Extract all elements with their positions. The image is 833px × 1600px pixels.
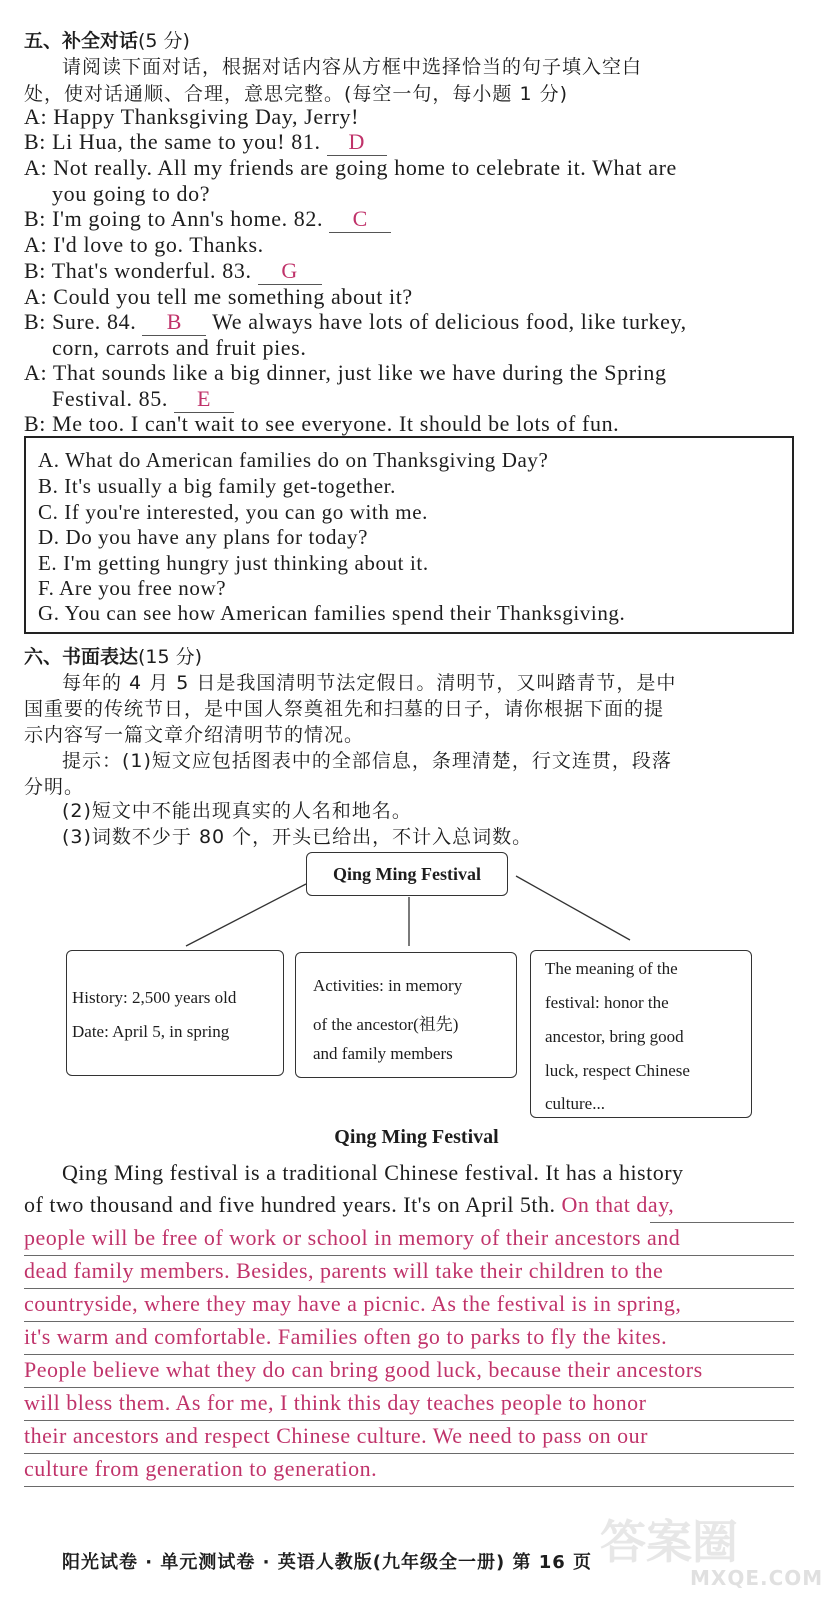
answer-81: D [327, 129, 387, 156]
diagram-box-text: Date: April 5, in spring [72, 1022, 230, 1041]
diagram-box-text: History: 2,500 years old [72, 988, 237, 1007]
section6-title: 六、书面表达 [24, 646, 139, 668]
writing-line [24, 1255, 794, 1256]
option-b: B. It's usually a big family get-together. [38, 474, 396, 498]
section5-score: (5 分) [138, 30, 190, 52]
tip-line: (3)词数不少于 80 个，开头已给出，不计入总词数。 [62, 826, 533, 848]
essay-given-text: of two thousand and five hundred years. It's on April 5th. [24, 1192, 556, 1217]
section5-instruction-line2: 处，使对话通顺、合理，意思完整。(每空一句，每小题 1 分) [24, 83, 568, 105]
diagram-center-node [306, 852, 508, 896]
diagram-center-label: Qing Ming Festival [333, 864, 481, 884]
diagram-box-text: of the ancestor(祖先) [313, 1015, 459, 1034]
writing-line [24, 1321, 794, 1322]
writing-line [24, 1354, 794, 1355]
section5-title: 五、补全对话 [24, 30, 139, 52]
diagram-box-text: The meaning of the [545, 959, 678, 978]
section6-score: (15 分) [138, 646, 203, 668]
essay-answer-line: dead family members. Besides, parents will take their children to the [24, 1258, 664, 1283]
prompt-line: 每年的 4 月 5 日是我国清明节法定假日。清明节，又叫踏青节，是中 [62, 672, 677, 694]
dialogue-line: A: Not really. All my friends are going home to celebrate it. What are [24, 155, 677, 180]
dialogue-line: A: I'd love to go. Thanks. [24, 232, 264, 257]
dialogue-line: A: That sounds like a big dinner, just like we have during the Spring [24, 360, 667, 385]
dialogue-text: Festival. 85. [52, 386, 168, 411]
dialogue-line: A: Happy Thanksgiving Day, Jerry! [24, 104, 360, 129]
dialogue-line: you going to do? [52, 181, 211, 206]
option-a: A. What do American families do on Thanksgiving Day? [38, 448, 549, 472]
option-c: C. If you're interested, you can go with me. [38, 500, 429, 524]
dialogue-text: B: Li Hua, the same to you! 81. [24, 129, 321, 154]
essay-answer-text: On that day, [561, 1192, 675, 1217]
answer-83: G [258, 258, 322, 285]
dialogue-line: corn, carrots and fruit pies. [52, 335, 307, 360]
diagram-box-meaning [530, 950, 752, 1118]
writing-line [650, 1222, 794, 1223]
essay-answer-line: People believe what they do can bring good luck, because their ancestors [24, 1357, 703, 1382]
option-g: G. You can see how American families spend their Thanksgiving. [38, 601, 626, 625]
writing-line [24, 1453, 794, 1454]
essay-answer-line: culture from generation to generation. [24, 1456, 378, 1481]
diagram-box-text: Activities: in memory [313, 976, 463, 995]
prompt-line: 国重要的传统节日，是中国人祭奠祖先和扫墓的日子，请你根据下面的提 [24, 698, 665, 720]
essay-given-line: Qing Ming festival is a traditional Chinese festival. It has a history [62, 1160, 684, 1185]
dialogue-text: B: That's wonderful. 83. [24, 258, 252, 283]
answer-84: B [142, 309, 206, 336]
diagram-box-text: luck, respect Chinese [545, 1061, 690, 1080]
watermark-logo: 答案圈 [600, 1515, 738, 1569]
dialogue-text: B: Sure. 84. [24, 309, 137, 334]
tip-line: 提示：(1)短文应包括图表中的全部信息，条理清楚，行文连贯，段落 [62, 750, 672, 772]
diagram-box-history [66, 950, 284, 1076]
answer-85: E [174, 386, 234, 413]
essay-answer-line: their ancestors and respect Chinese culture. We need to pass on our [24, 1423, 648, 1448]
diagram-box-text: culture... [545, 1094, 605, 1113]
dialogue-line: B: Me too. I can't wait to see everyone. It should be lots of fun. [24, 411, 620, 436]
essay-title: Qing Ming Festival [334, 1126, 499, 1148]
essay-line [24, 1192, 674, 1218]
tip-line: (2)短文中不能出现真实的人名和地名。 [62, 800, 412, 822]
writing-line [24, 1486, 794, 1487]
dialogue-line: A: Could you tell me something about it? [24, 284, 413, 309]
option-d: D. Do you have any plans for today? [38, 525, 369, 549]
essay-answer-line: it's warm and comfortable. Families often go to parks to fly the kites. [24, 1324, 668, 1349]
writing-line [24, 1387, 794, 1388]
diagram-box-activities [295, 952, 517, 1078]
writing-line [24, 1420, 794, 1421]
answer-82: C [329, 206, 391, 233]
option-f: F. Are you free now? [38, 576, 227, 600]
diagram-box-text: festival: honor the [545, 993, 669, 1012]
dialogue-text: We always have lots of delicious food, like turkey, [212, 309, 687, 334]
essay-answer-line: will bless them. As for me, I think this day teaches people to honor [24, 1390, 647, 1415]
prompt-line: 示内容写一篇文章介绍清明节的情况。 [24, 724, 365, 746]
writing-line [24, 1288, 794, 1289]
page-footer: 阳光试卷 · 单元测试卷 · 英语人教版(九年级全一册) 第 16 页 [62, 1552, 593, 1573]
diagram-box-text: and family members [313, 1044, 453, 1063]
essay-answer-line: people will be free of work or school in memory of their ancestors and [24, 1225, 681, 1250]
diagram-box-text: ancestor, bring good [545, 1027, 684, 1046]
dialogue-text: B: I'm going to Ann's home. 82. [24, 206, 324, 231]
tip-line: 分明。 [24, 776, 85, 798]
section5-instruction-line1: 请阅读下面对话，根据对话内容从方框中选择恰当的句子填入空白 [62, 56, 643, 78]
watermark-url: MXQE.COM [690, 1566, 824, 1590]
option-e: E. I'm getting hungry just thinking about it. [38, 551, 429, 575]
essay-answer-line: countryside, where they may have a picnic. As the festival is in spring, [24, 1291, 682, 1316]
